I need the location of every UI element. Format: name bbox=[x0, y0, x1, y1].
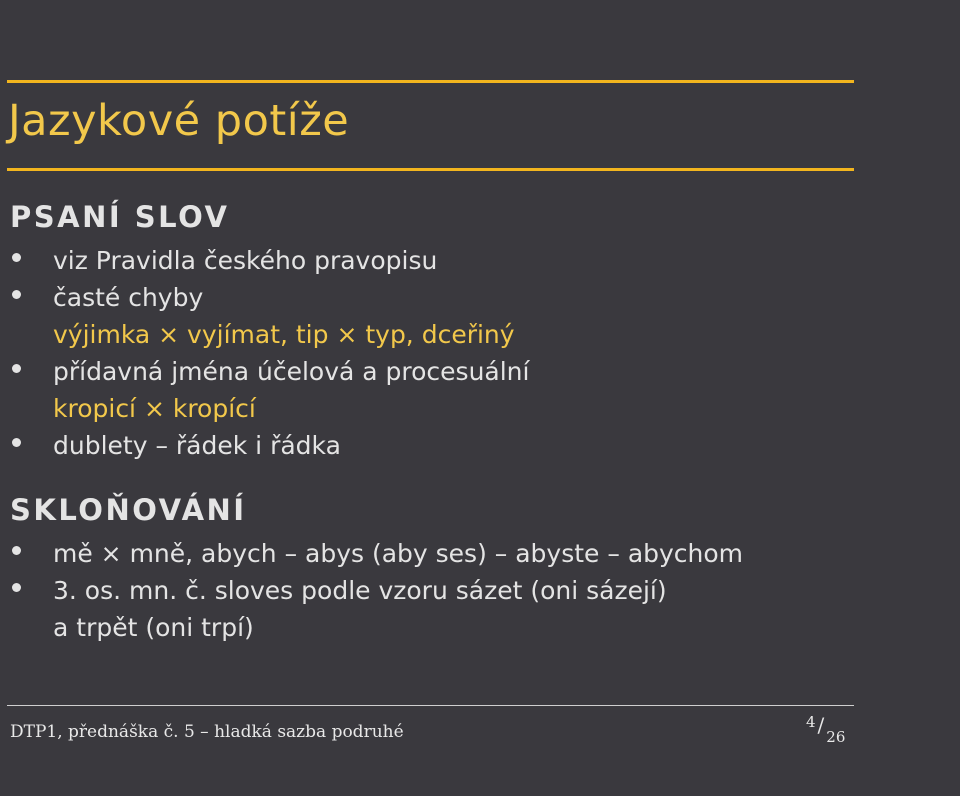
page-number bbox=[806, 713, 846, 746]
list-item-text: přídavná jména účelová a procesuální bbox=[53, 357, 530, 386]
footer-course-info: DTP1, přednáška č. 5 – hladká sazba podruhé bbox=[10, 722, 404, 742]
list-item bbox=[53, 541, 743, 566]
bullet-icon bbox=[12, 364, 21, 373]
list-item bbox=[53, 578, 667, 603]
list-item-text: a trpět (oni trpí) bbox=[53, 613, 254, 642]
slide-title: Jazykové potíže bbox=[8, 96, 350, 146]
list-item bbox=[53, 248, 437, 273]
list-item-text: viz Pravidla českého pravopisu bbox=[53, 246, 438, 275]
list-subline bbox=[53, 322, 515, 347]
section-heading-psani-slov: PSANÍ SLOV bbox=[10, 200, 230, 234]
page-separator: / bbox=[817, 713, 825, 737]
list-subline bbox=[53, 396, 256, 421]
list-item-text: mě × mně, abych – abys (aby ses) – abyste – abychom bbox=[53, 539, 744, 568]
list-item-text: 3. os. mn. č. sloves podle vzoru sázet (oni sázejí) bbox=[53, 576, 667, 605]
list-subline-text: kropicí × kropící bbox=[53, 394, 256, 423]
top-rule bbox=[7, 80, 854, 83]
list-item bbox=[53, 359, 529, 384]
bullet-icon bbox=[12, 438, 21, 447]
list-subline-text: výjimka × vyjímat, tip × typ, dceřiný bbox=[53, 320, 515, 349]
bullet-icon bbox=[12, 290, 21, 299]
bullet-icon bbox=[12, 253, 21, 262]
bullet-icon bbox=[12, 583, 21, 592]
list-item bbox=[53, 285, 203, 310]
list-item-text: dublety – řádek i řádka bbox=[53, 431, 341, 460]
page-current: 4 bbox=[806, 713, 816, 731]
page-total: 26 bbox=[826, 728, 846, 746]
bullet-icon bbox=[12, 546, 21, 555]
list-item-text: časté chyby bbox=[53, 283, 204, 312]
section-heading-sklonovani: SKLOŇOVÁNÍ bbox=[10, 493, 247, 527]
list-continuation bbox=[53, 615, 254, 640]
list-item bbox=[53, 433, 341, 458]
title-underline-rule bbox=[7, 168, 854, 171]
footer-rule bbox=[7, 705, 854, 706]
